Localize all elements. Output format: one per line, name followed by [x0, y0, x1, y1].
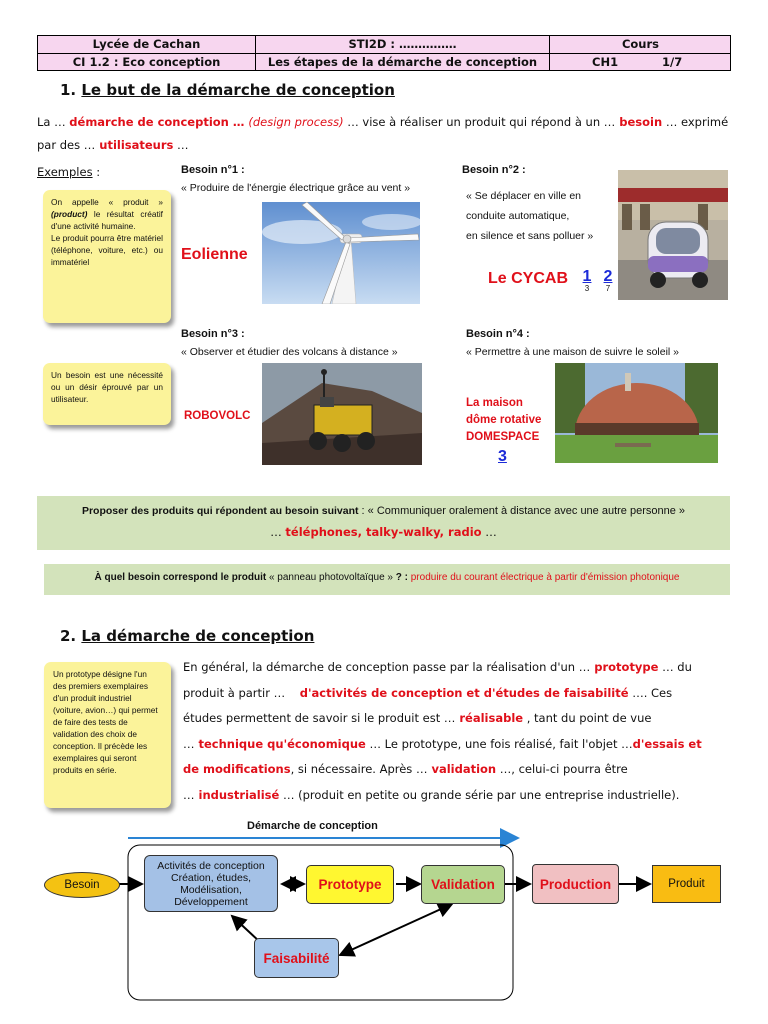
need1-quote: « Produire de l'énergie électrique grâce au vent » [181, 182, 411, 194]
section2-title: La démarche de conception [81, 627, 315, 645]
s2-keyword-realisable: réalisable [455, 711, 524, 725]
intro-keyword-utilisateurs: utilisateurs [95, 138, 174, 152]
intro-keyword-besoin: besoin [615, 115, 663, 129]
intro-text: par des … [37, 138, 96, 152]
node-besoin: Besoin [44, 872, 120, 898]
need2-ref1-num[interactable]: 1 [582, 268, 592, 285]
s2-text: études permettent de savoir si le produit est … [183, 711, 456, 725]
need3-quote: « Observer et étudier des volcans à distance » [181, 346, 398, 358]
header-topic: Les étapes de la démarche de conception [256, 53, 550, 71]
note-product-text2: Le produit pourra être matériel (téléphone, voiture, etc.) ou immatériel [51, 233, 163, 267]
node-activites [144, 855, 278, 912]
node-faisabilite: Faisabilité [254, 938, 339, 978]
note-product-en: (product) [51, 209, 88, 219]
node-prototype: Prototype [306, 865, 394, 904]
band2-question: À quel besoin correspond le produit [94, 572, 269, 583]
band1-dots: … [270, 525, 286, 539]
need2-quote-line: « Se déplacer en ville en [466, 190, 581, 202]
s2-text: …. Ces [628, 685, 673, 700]
header-chapter: CH1 [592, 55, 619, 69]
need4-answer-line: La maison [466, 397, 523, 409]
s2-keyword-validation: validation [427, 762, 497, 776]
s2-keyword-technique: technique qu'économique [194, 736, 366, 751]
s2-text: , si nécessaire. Après … [290, 762, 428, 776]
need3-answer: ROBOVOLC [184, 410, 251, 422]
intro-text: La … [37, 115, 66, 129]
s2-keyword-activites: d'activités de conception et d'études de faisabilité [299, 685, 629, 700]
s2-text: … [183, 787, 195, 802]
node-activites-line: Développement [174, 895, 248, 908]
header-school: Lycée de Cachan [38, 36, 256, 54]
intro-text: … vise à réaliser un produit qui répond à un … [343, 115, 616, 129]
intro-text: … exprimé [662, 115, 729, 129]
intro-text: … [173, 138, 189, 152]
examples-colon: : [92, 165, 101, 179]
need2-answer: Le CYCAB [488, 270, 569, 287]
need2-ref1-sub: 3 [584, 284, 590, 293]
need4-ref[interactable]: 3 [498, 448, 507, 465]
need2-ref2-sub: 7 [605, 284, 611, 293]
diagram-title: Démarche de conception [247, 820, 378, 832]
header-page: 1/7 [662, 55, 683, 69]
s2-keyword-essais: d'essais et [632, 736, 702, 751]
band2-answer: produire du courant électrique à partir d'émission photonique [410, 572, 680, 583]
note-prototype-text: Un prototype désigne l'un des premiers exemplaires d'un produit industriel (voiture, avion…) qui permet de faire des tests de validation des choix de conception. Il précède les exemplaires qui seront produits en série. [53, 669, 158, 775]
header-course-code: STI2D : …………… [256, 36, 550, 54]
node-produit: Produit [652, 865, 721, 903]
section1-title: Le but de la démarche de conception [81, 81, 395, 99]
s2-text: … Le prototype, une fois réalisé, fait l'objet … [365, 736, 633, 751]
s2-text: , tant du point de vue [523, 711, 652, 725]
need3-title: Besoin n°3 : [181, 328, 245, 340]
note-product-text: On appelle « produit » [51, 197, 163, 207]
need1-title: Besoin n°1 : [181, 164, 245, 176]
section1-number: 1. [60, 81, 77, 99]
need2-title: Besoin n°2 : [462, 164, 526, 176]
header-ci: CI 1.2 : Eco conception [38, 53, 256, 71]
s2-keyword-prototype: prototype [590, 660, 659, 674]
need2-quote-line: en silence et sans polluer » [466, 230, 594, 242]
band1-question: Proposer des produits qui répondent au besoin suivant [81, 505, 359, 517]
band2-mid: ? : [392, 572, 411, 583]
s2-text: produit à partir … [183, 685, 286, 700]
node-production: Production [532, 864, 619, 904]
intro-keyword-design: démarche de conception … [69, 115, 249, 129]
note-besoin-text: Un besoin est une nécessité ou un désir éprouvé par un utilisateur. [51, 370, 163, 404]
s2-keyword-industrialise: industrialisé [194, 787, 280, 802]
s2-text: En général, la démarche de conception passe par la réalisation d'un … [183, 660, 591, 674]
need4-answer-line: DOMESPACE [466, 431, 540, 443]
need2-quote-line: conduite automatique, [466, 210, 570, 222]
header-type: Cours [621, 37, 660, 51]
section2-number: 2. [60, 627, 77, 645]
need4-answer-line: dôme rotative [466, 414, 542, 426]
s2-text: … (produit en petite ou grande série par une entreprise industrielle). [279, 787, 680, 802]
need1-answer: Eolienne [181, 246, 248, 263]
node-validation: Validation [421, 865, 505, 904]
s2-text: …, celui-ci pourra être [496, 762, 628, 776]
arrow-faisabilite-validation [340, 904, 452, 955]
band1-answer: téléphones, talky-walky, radio [285, 525, 482, 539]
need2-ref2-num[interactable]: 2 [603, 268, 613, 285]
need4-quote: « Permettre à une maison de suivre le soleil » [466, 346, 680, 358]
s2-text: … [183, 736, 195, 751]
need4-title: Besoin n°4 : [466, 328, 530, 340]
node-activites-line: Activités de conception [157, 859, 265, 872]
band1-quote: : « Communiquer oralement à distance avec une autre personne » [358, 505, 686, 517]
s2-text: … du [658, 660, 692, 674]
note-product-text: le résultat créatif d'une activité humaine. [51, 209, 163, 231]
node-activites-line: Création, études, [171, 871, 251, 884]
band2-quote: « panneau photovoltaïque » [268, 572, 393, 583]
s2-keyword-modifications: de modifications [183, 762, 291, 776]
node-activites-line: Modélisation, [180, 883, 242, 896]
band1-dots: … [481, 525, 497, 539]
examples-label: Exemples [37, 165, 93, 179]
intro-keyword-design-en: (design process) [248, 115, 344, 129]
